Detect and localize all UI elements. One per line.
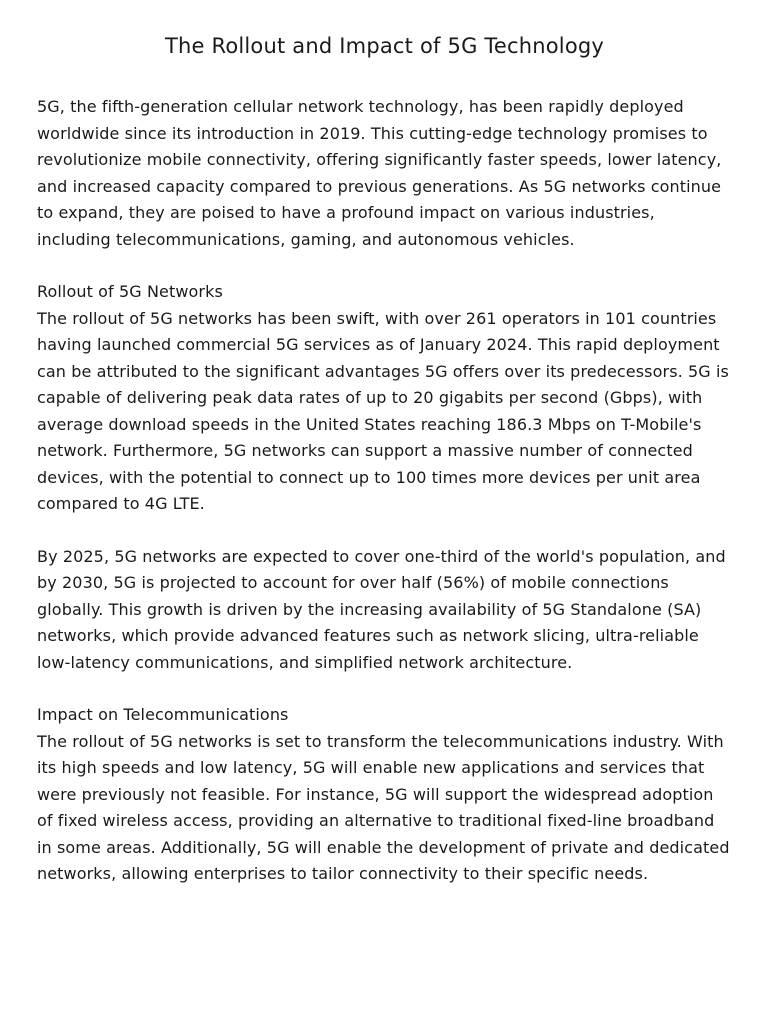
section-heading-rollout: Rollout of 5G Networks [37, 282, 223, 301]
section-rollout [37, 279, 732, 518]
section-growth [37, 544, 732, 677]
section-paragraph-growth: By 2025, 5G networks are expected to cover one-third of the world's population, and by 2030, 5G is projected to account for over half (56%) of mobile connections globally. This growth is driven by the increasing availability of 5G Standalone (SA) networks, which provide advanced features such as network slicing, ultra-reliable low-latency communications, and simplified network architecture. [37, 546, 726, 672]
section-paragraph-telecom: The rollout of 5G networks is set to transform the telecommunications industry. With its high speeds and low latency, 5G will enable new applications and services that were previously not feasible. For instance, 5G will support the widespread adoption of fixed wireless access, providing an alternative to traditional fixed-line broadband in some areas. Additionally, 5G will enable the development of private and dedicated networks, allowing enterprises to tailor connectivity to their specific needs. [37, 731, 730, 883]
section-paragraph-rollout: The rollout of 5G networks has been swift, with over 261 operators in 101 countries having launched commercial 5G services as of January 2024. This rapid deployment can be attributed to the significant advantages 5G offers over its predecessors. 5G is capable of delivering peak data rates of up to 20 gigabits per second (Gbps), with average download speeds in the United States reaching 186.3 Mbps on T-Mobile's network. Furthermore, 5G networks can support a massive number of connected devices, with the potential to connect up to 100 times more devices per unit area compared to 4G LTE. [37, 308, 729, 513]
section-heading-telecom: Impact on Telecommunications [37, 705, 289, 724]
intro-paragraph: 5G, the fifth-generation cellular network technology, has been rapidly deployed worldwide since its introduction in 2019. This cutting-edge technology promises to revolutionize mobile connectivity, offering significantly faster speeds, lower latency, and increased capacity compared to previous generations. As 5G networks continue to expand, they are poised to have a profound impact on various industries, including telecommunications, gaming, and autonomous vehicles. [37, 97, 722, 249]
document-title: The Rollout and Impact of 5G Technology [164, 34, 605, 58]
section-telecom [37, 702, 732, 888]
